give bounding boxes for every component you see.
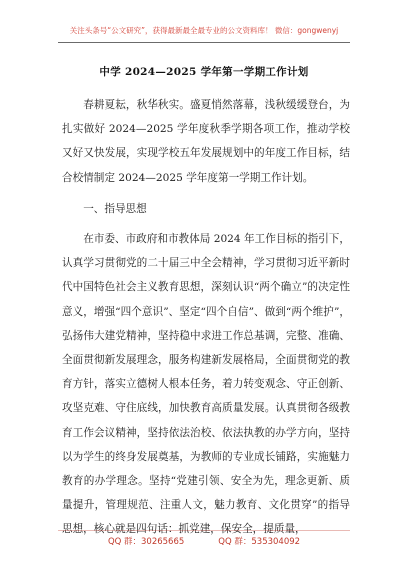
footer-divider [58,530,350,531]
header-divider [58,42,350,43]
intro-paragraph: 春耕夏耘，秋华秋实。盛夏悄然落幕，浅秋缓缓登台，为扎实做好 2024—2025 学年度秋季学期各项工作，推动学校又好又快发展，实现学校五年发展规划中的年度工作目标，结合校情制定 2024—2025 学年度第一学期工作计划。 [62,99,350,184]
guiding-ideology-paragraph: 在市委、市政府和市教体局 2024 年工作目标的指引下，认真学习贯彻党的二十届三中全会精神，学习贯彻习近平新时代中国特色社会主义教育思想，深刻认识“两个确立”的决定性意义，增强“四个意识”、坚定“四个自信”、做到“两个维护”，弘扬伟大建党精神，坚持稳中求进工作总基调，完整、准确、全面贯彻新发展理念，服务构建新发展格局，全面贯彻党的教育方针，落实立德树人根本任务，着力转变观念、守正创新、攻坚克难、守住底线，加快教育高质量发展。认真贯彻各级教育工作会议精神，坚持依法治校、依法执教的办学方向，坚持以为学生的终身发展奠基，为教师的专业成长铺路，实施魅力教育的办学理念。坚持“党建引领、安全为先，理念更新、质量提升，管理规范、注重人文，魅力教育、文化贯穿”的指导思想，核心就是四句话：抓党建，保安全，提质量， [62,233,350,536]
header-banner: 关注头条号“公文研究”，获得最新最全最专业的公文资料库！ 微信：gongwenyj [69,26,339,35]
footer-qq-group-1: QQ 群：30265665 [107,537,185,547]
footer-qq-group-2: QQ 群：535304092 [218,537,301,547]
section-heading-guiding-ideology: 一、指导思想 [83,203,147,215]
document-title: 中学 2024—2025 学年第一学期工作计划 [99,66,309,78]
footer [0,535,408,547]
